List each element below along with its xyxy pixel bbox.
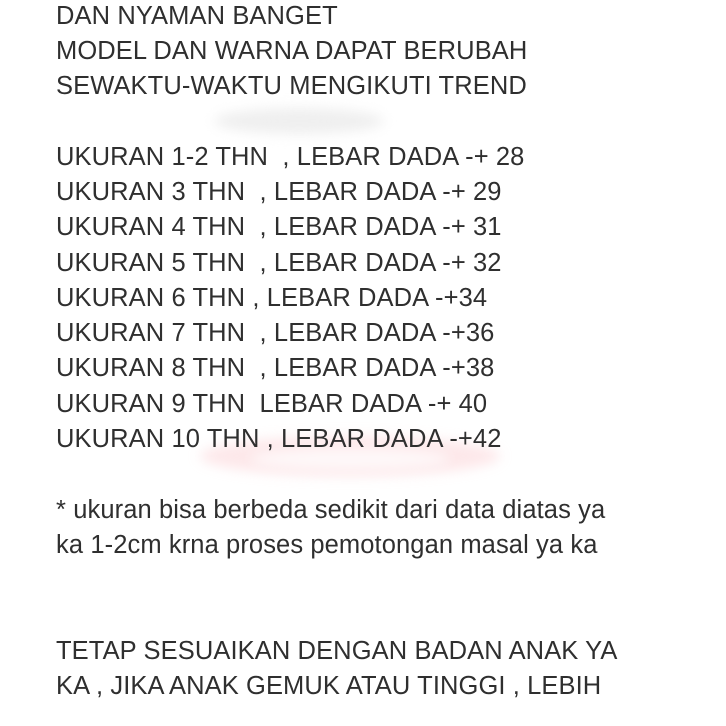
text-line-top-3: SEWAKTU-WAKTU MENGIKUTI TREND (56, 72, 527, 100)
size-line-1: UKURAN 1-2 THN , LEBAR DADA -+ 28 (56, 143, 525, 171)
text-line-top-2: MODEL DAN WARNA DAPAT BERUBAH (56, 37, 528, 65)
size-line-3: UKURAN 4 THN , LEBAR DADA -+ 31 (56, 213, 502, 241)
size-line-4: UKURAN 5 THN , LEBAR DADA -+ 32 (56, 249, 502, 277)
note-line-2: ka 1-2cm krna proses pemotongan masal ya ka (56, 531, 598, 559)
advice-line-1: TETAP SESUAIKAN DENGAN BADAN ANAK YA (56, 637, 618, 665)
advice-line-2: KA , JIKA ANAK GEMUK ATAU TINGGI , LEBIH (56, 672, 602, 700)
watermark-smudge (214, 108, 384, 134)
size-line-8: UKURAN 9 THN LEBAR DADA -+ 40 (56, 390, 488, 418)
size-line-9: UKURAN 10 THN , LEBAR DADA -+42 (56, 425, 502, 453)
size-line-6: UKURAN 7 THN , LEBAR DADA -+36 (56, 319, 495, 347)
text-line-top-1: DAN NYAMAN BANGET (56, 2, 338, 30)
size-line-5: UKURAN 6 THN , LEBAR DADA -+34 (56, 284, 488, 312)
note-line-1: * ukuran bisa berbeda sedikit dari data diatas ya (56, 496, 606, 524)
size-line-7: UKURAN 8 THN , LEBAR DADA -+38 (56, 354, 495, 382)
size-line-2: UKURAN 3 THN , LEBAR DADA -+ 29 (56, 178, 502, 206)
